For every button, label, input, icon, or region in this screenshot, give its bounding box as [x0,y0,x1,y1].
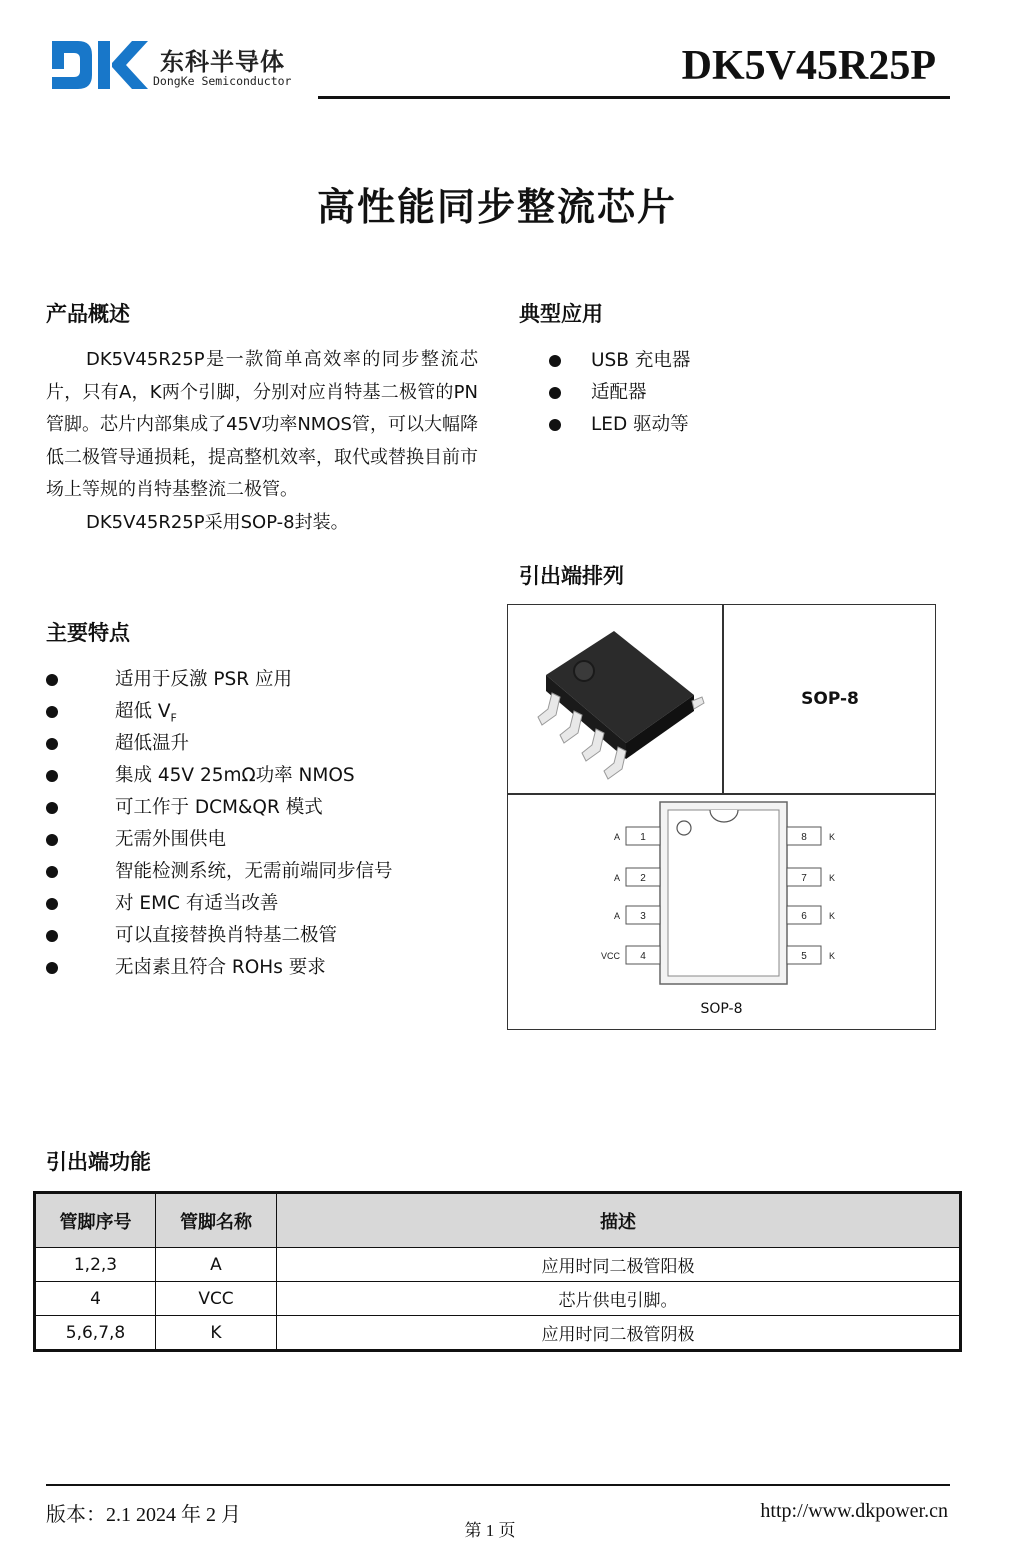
list-item: 智能检测系统，无需前端同步信号 [46,856,393,888]
bullet-icon [46,898,58,910]
table-cell: A [156,1248,277,1282]
list-item: LED 驱动等 [549,409,690,441]
pin-arrangement-box [507,604,936,1030]
company-logo-icon [52,41,152,91]
applications-heading: 典型应用 [519,302,603,326]
pin-number: 6 [801,911,807,922]
logo-chinese-name: 东科半导体 [160,48,285,76]
overview-paragraph-1: DK5V45R25P是一款简单高效率的同步整流芯片，只有A，K两个引脚，分别对应肖特基二极管的PN管脚。芯片内部集成了45V功率NMOS管，可以大幅降低二极管导通损耗，提高整机效率，取代或替换目前市场上等规的肖特基整流二极管。 [46,349,478,500]
pin-label: K [829,951,836,961]
pin-1 [614,827,660,845]
bullet-icon [46,770,58,782]
pin-number: 8 [801,832,807,843]
table-cell: VCC [156,1282,277,1316]
table-row [35,1282,961,1316]
pin-label: VCC [600,951,620,961]
bullet-icon [46,802,58,814]
pin-5 [787,946,835,964]
pin-number: 5 [801,951,807,962]
pin-label: K [829,911,836,921]
overview-heading: 产品概述 [46,302,130,326]
website-link[interactable]: http://www.dkpower.cn [760,1500,948,1522]
pin-function-table [33,1191,962,1352]
table-cell: 1,2,3 [35,1248,156,1282]
pin-label: A [613,911,620,921]
pin-4 [601,946,660,964]
list-item: USB 充电器 [549,345,690,377]
pin-function-heading: 引出端功能 [46,1150,151,1174]
list-item: 适用于反激 PSR 应用 [46,664,393,696]
logo-english-name: DongKe Semiconductor [153,74,292,88]
page-number: 第 1 页 [464,1521,516,1540]
list-item: 适配器 [549,377,690,409]
bullet-icon [549,419,561,431]
divider [508,793,935,795]
table-cell: 芯片供电引脚。 [277,1282,961,1316]
header-divider [318,96,950,99]
pin-label: A [613,873,620,883]
pinout-diagram [588,800,858,995]
overview-text [46,344,478,539]
pin-label: K [829,832,836,842]
table-header-row [35,1193,961,1248]
applications-list [549,345,690,441]
bullet-icon [46,738,58,750]
pin-label: K [829,873,836,883]
pinout-caption: SOP-8 [700,1001,743,1017]
pin-arrangement-heading: 引出端排列 [519,564,624,588]
features-list [46,664,393,984]
column-header: 描述 [277,1193,961,1248]
pin-number: 4 [640,951,646,962]
list-item: 超低 $V_F$ [46,696,393,728]
bullet-icon [46,834,58,846]
pin-number: 2 [640,873,646,884]
footer-divider [46,1484,950,1486]
overview-paragraph-2: DK5V45R25P采用SOP-8封装。 [86,511,349,533]
table-cell: K [156,1316,277,1351]
table-cell: 5,6,7,8 [35,1316,156,1351]
pin-number: 1 [640,832,646,843]
version-date: 版本：2.1 2024 年 2 月 [46,1504,241,1526]
bullet-icon [46,706,58,718]
table-cell: 4 [35,1282,156,1316]
vf-subscript: F [170,711,177,725]
pin-number: 7 [801,873,807,884]
page-title: 高性能同步整流芯片 [316,185,677,229]
list-item: 无卤素且符合 ROHs 要求 [46,952,393,984]
sop8-chip-image [518,617,714,781]
list-item: 超低温升 [46,728,393,760]
pin-label: A [613,832,620,842]
table-cell: 应用时同二极管阳极 [277,1248,961,1282]
list-item: 可以直接替换肖特基二极管 [46,920,393,952]
column-header: 管脚序号 [35,1193,156,1248]
pin-7 [787,868,835,886]
list-item: 可工作于 DCM&QR 模式 [46,792,393,824]
list-item: 集成 45V 25mΩ功率 NMOS [46,760,393,792]
bullet-icon [46,930,58,942]
table-row [35,1248,961,1282]
column-header: 管脚名称 [156,1193,277,1248]
features-heading: 主要特点 [46,621,130,645]
list-item: 对 EMC 有适当改善 [46,888,393,920]
table-row [35,1316,961,1351]
list-item: 无需外围供电 [46,824,393,856]
package-name: SOP-8 [801,689,859,709]
pin-8 [787,827,835,845]
bullet-icon [549,387,561,399]
bullet-icon [46,866,58,878]
bullet-icon [46,962,58,974]
table-cell: 应用时同二极管阴极 [277,1316,961,1351]
pin-3 [614,906,660,924]
pin-number: 3 [640,911,646,922]
bullet-icon [549,355,561,367]
pin-2 [614,868,660,886]
bullet-icon [46,674,58,686]
pin-6 [787,906,835,924]
document-code: DK5V45R25P [681,43,936,89]
